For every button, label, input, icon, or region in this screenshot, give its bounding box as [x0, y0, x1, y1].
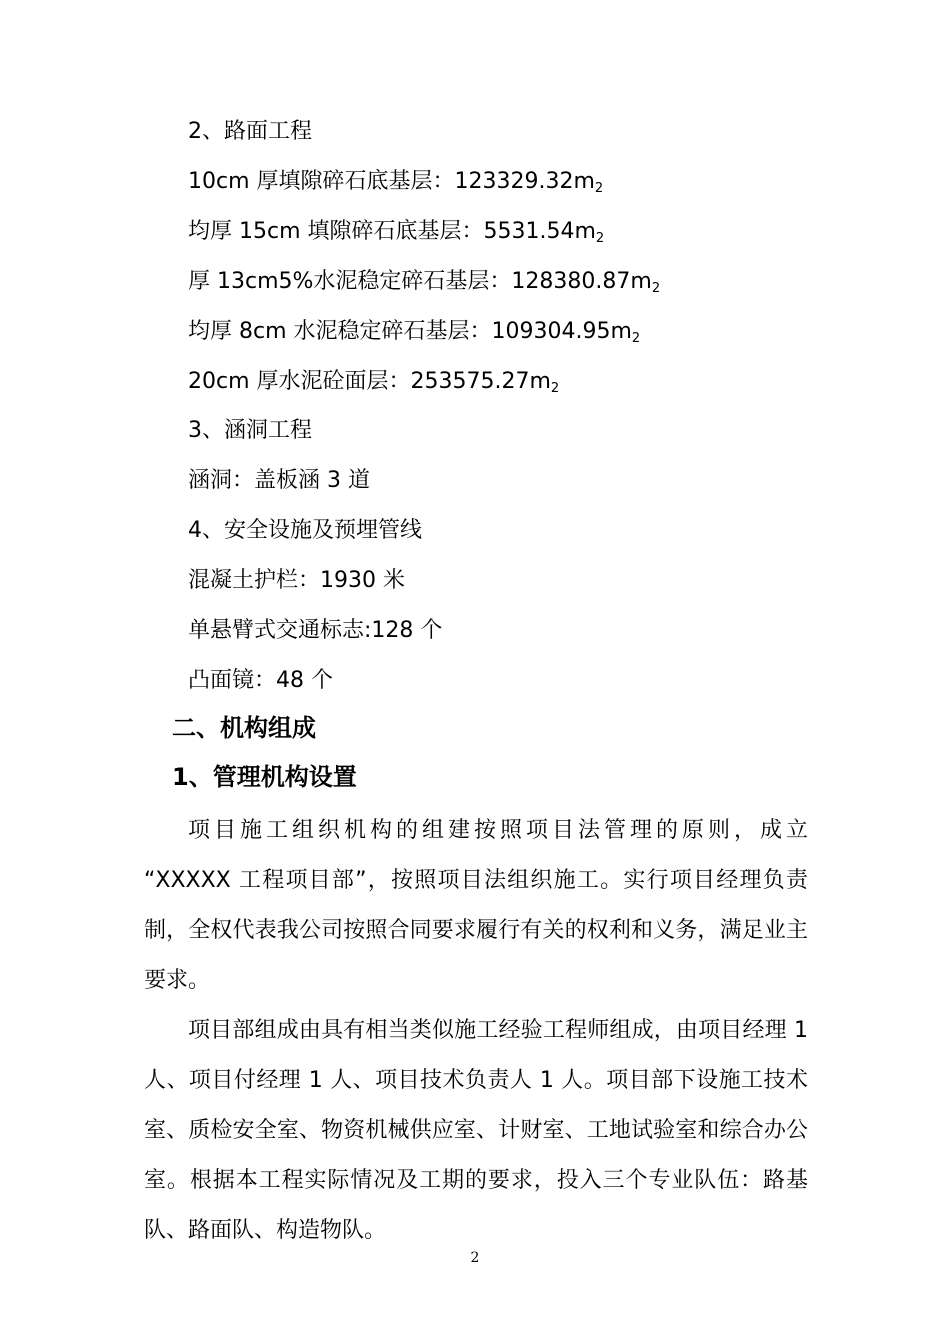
pavement-item: 均厚 15cm 填隙碎石底基层：$5531.54m_2$ [188, 219, 605, 246]
chapter-heading: 二、机构组成 [172, 714, 316, 742]
paragraph: 项目施工组织机构的组建按照项目法管理的原则，成立 “XXXXX 工程项目部”，按照项目法组织施工。实行项目经理负责制，全权代表我公司按照合同要求履行有关的权利和义务，满足业主要求。 [144, 818, 808, 993]
pavement-item: 均厚 8cm 水泥稳定碎石基层：$109304.95m_2$ [188, 319, 641, 346]
pavement-item: 20cm 厚水泥砼面层：$253575.27m_2$ [188, 369, 560, 396]
culvert-item: 涵洞：盖板涵 3 道 [188, 468, 370, 493]
safety-item: 混凝土护栏：1930 米 [188, 568, 405, 593]
body-text [144, 806, 808, 1256]
section-heading-safety: 4、安全设施及预埋管线 [188, 518, 422, 543]
section-heading-culvert: 3、涵洞工程 [188, 418, 312, 443]
section-heading-pavement: 2、路面工程 [188, 119, 312, 144]
pavement-item: 厚 13cm5%水泥稳定碎石基层：$128380.87m_2$ [188, 269, 661, 296]
sub-heading: 1、管理机构设置 [172, 763, 357, 791]
safety-item: 单悬臂式交通标志:128 个 [188, 618, 443, 643]
page-number: 2 [470, 1250, 480, 1266]
paragraph: 项目部组成由具有相当类似施工经验工程师组成，由项目经理 1 人、项目付经理 1 人、项目技术负责人 1 人。项目部下设施工技术室、质检安全室、物资机械供应室、计财室、工地试验室和综合办公室。根据本工程实际情况及工期的要求，投入三个专业队伍：路基队、路面队、构造物队。 [144, 1018, 808, 1243]
safety-item: 凸面镜：48 个 [188, 668, 333, 693]
pavement-item: 10cm 厚填隙碎石底基层：$123329.32m_2$ [188, 169, 604, 196]
